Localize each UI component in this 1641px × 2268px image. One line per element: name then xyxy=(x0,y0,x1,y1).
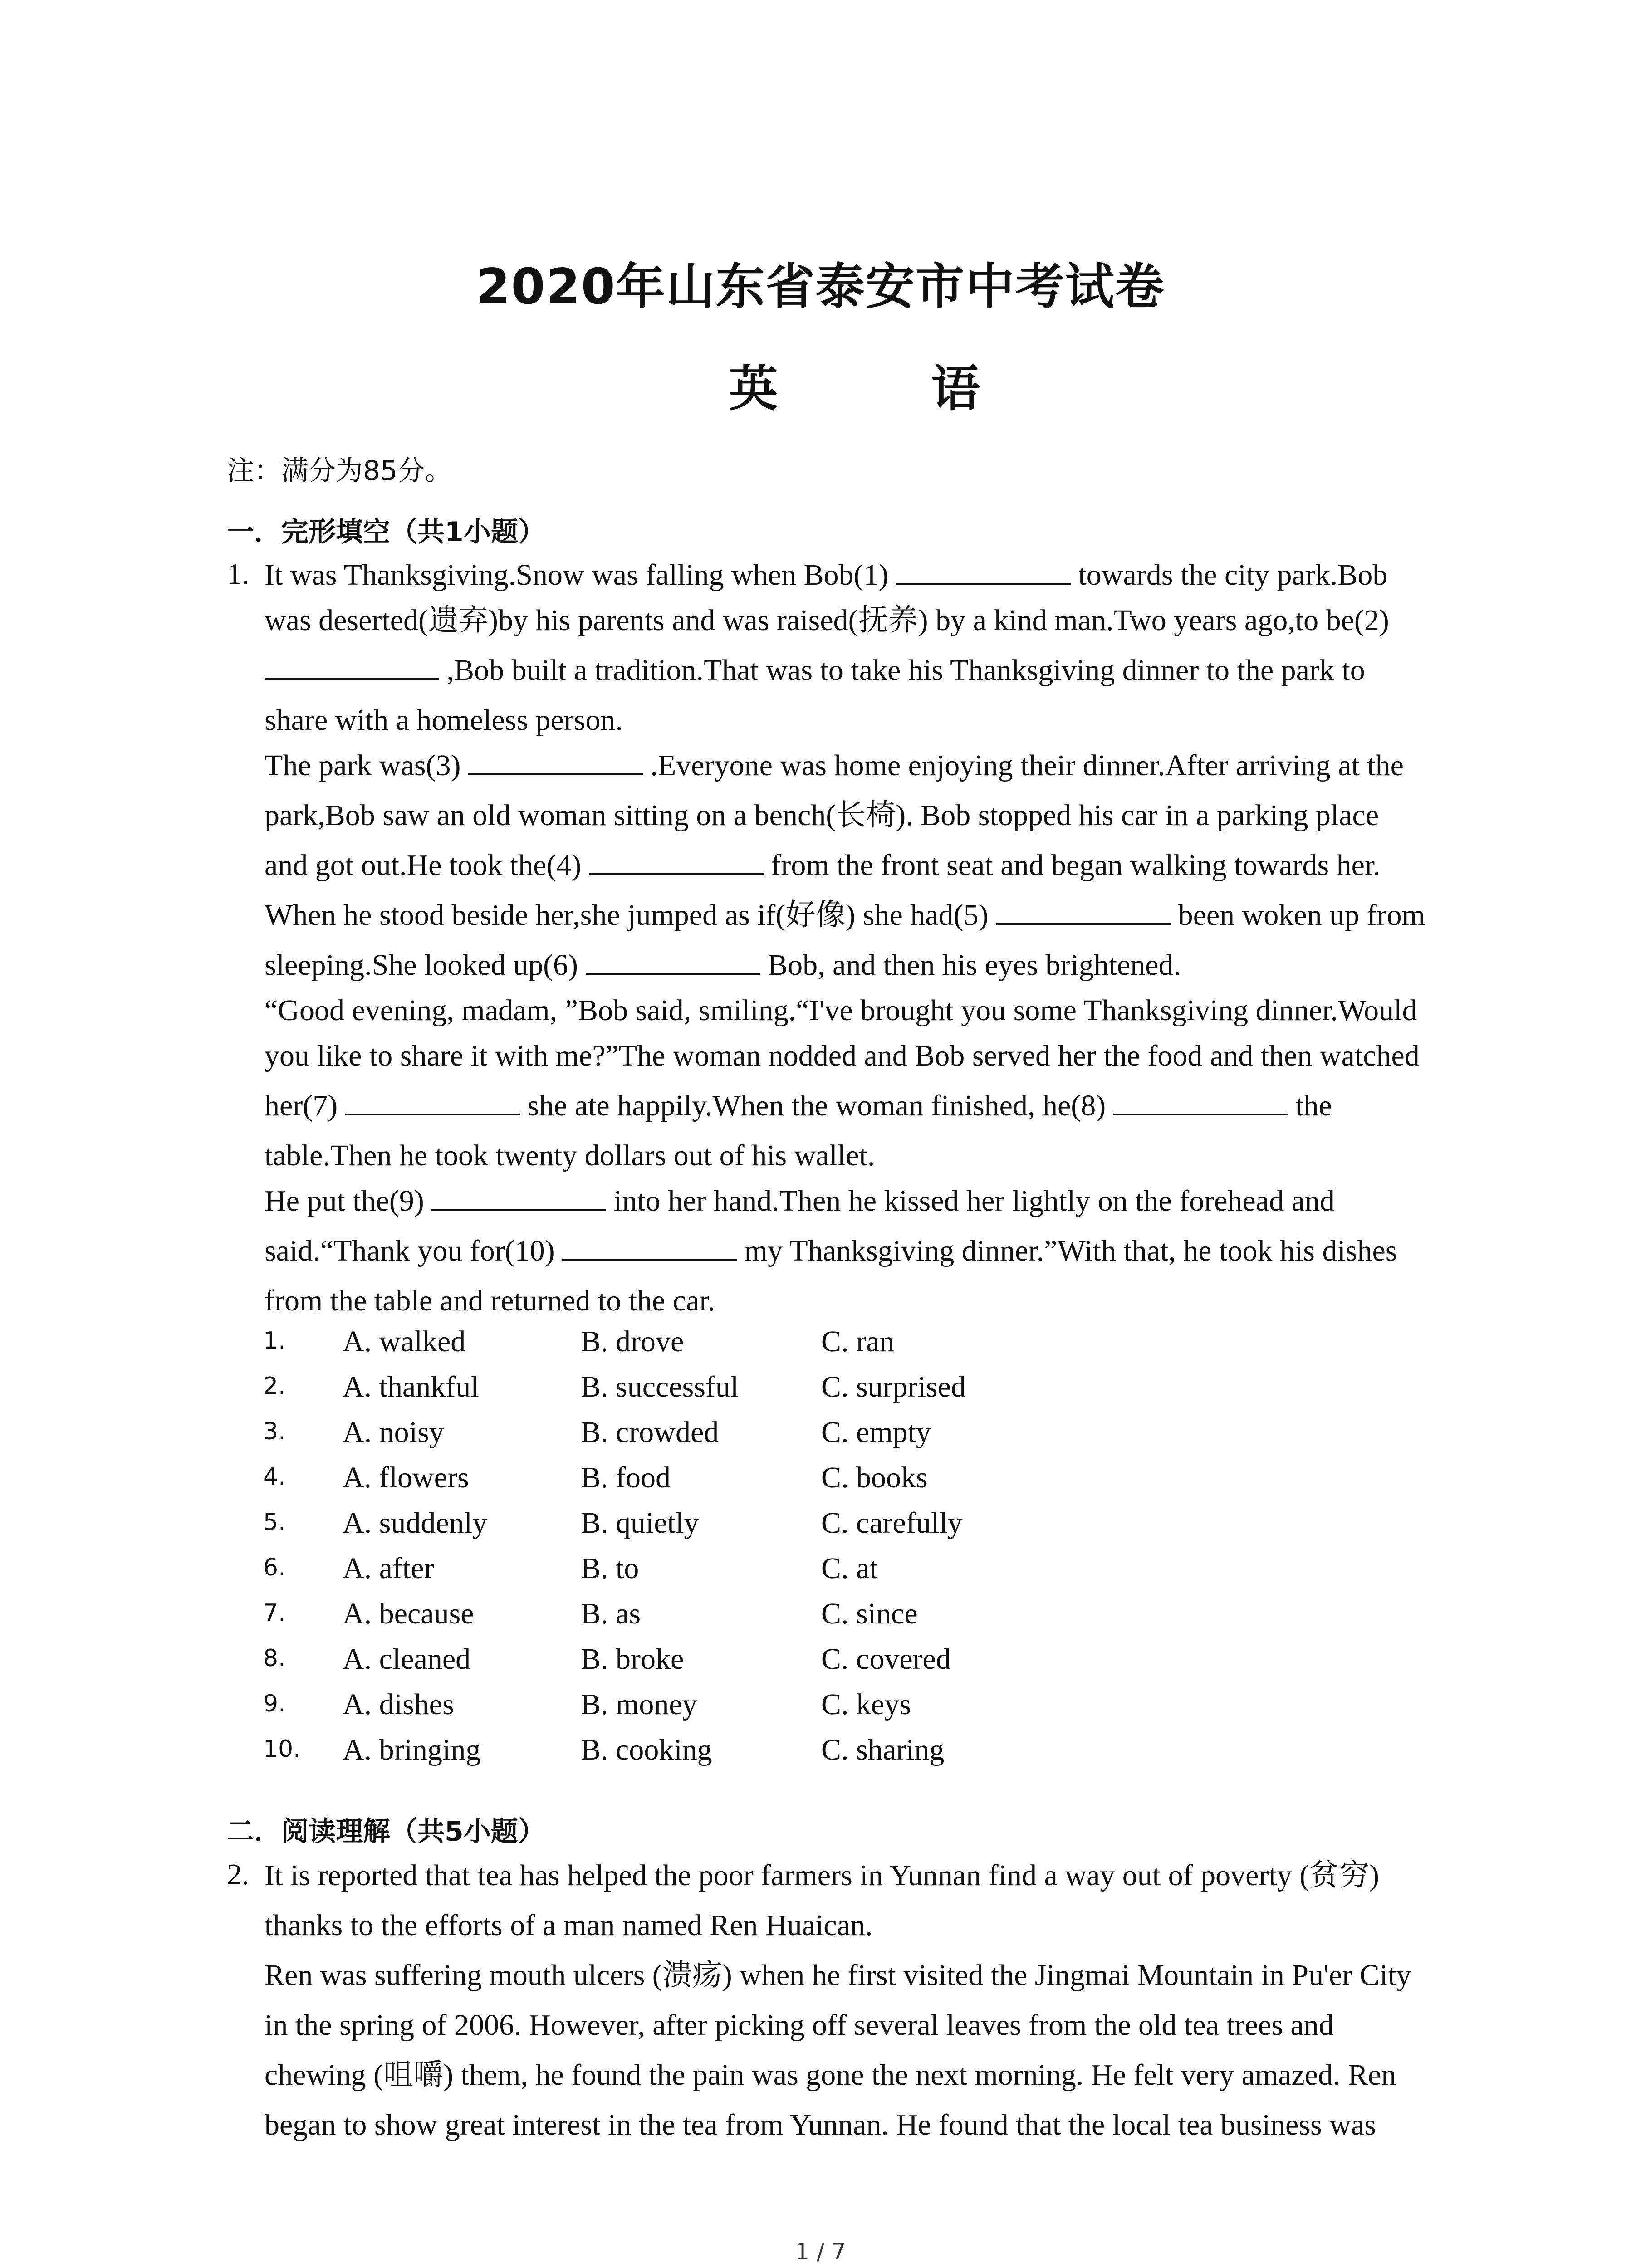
option-a[interactable]: A. thankful xyxy=(343,1370,479,1403)
option-a[interactable]: A. because xyxy=(343,1597,474,1630)
answer-blank[interactable] xyxy=(345,1087,520,1115)
option-number: 8. xyxy=(263,1645,286,1672)
passage-text: into her hand.Then he kissed her lightly on the forehead and xyxy=(606,1184,1335,1217)
passage-line xyxy=(265,1081,1453,1131)
passage-text: said.“Thank you for(10) xyxy=(265,1234,563,1267)
passage-line xyxy=(265,1901,1453,1950)
passage-line xyxy=(265,1131,1453,1176)
option-b[interactable]: B. food xyxy=(581,1461,671,1494)
option-number: 6. xyxy=(263,1554,286,1581)
answer-blank[interactable] xyxy=(996,897,1171,925)
option-c[interactable]: C. covered xyxy=(821,1642,951,1676)
passage-line xyxy=(265,695,1453,741)
passage-text: she ate happily.When the woman finished, he(8) xyxy=(519,1089,1113,1122)
option-a[interactable]: A. cleaned xyxy=(343,1642,471,1676)
passage-line xyxy=(265,645,1453,695)
option-b[interactable]: B. crowded xyxy=(581,1416,719,1449)
passage-line xyxy=(265,741,1453,791)
passage-line xyxy=(265,1031,1453,1081)
answer-blank[interactable] xyxy=(586,947,760,975)
answer-blank[interactable] xyxy=(265,652,439,680)
passage-text: from the table and returned to the car. xyxy=(265,1284,715,1317)
passage-line xyxy=(265,596,1453,645)
option-number: 10. xyxy=(263,1735,301,1763)
option-a[interactable]: A. walked xyxy=(343,1325,466,1358)
passage-text: Ren was suffering mouth ulcers (溃疡) when he first visited the Jingmai Mountain in Pu'er City xyxy=(265,1959,1411,1992)
passage-text: thanks to the efforts of a man named Ren Huaican. xyxy=(265,1909,873,1942)
passage-line xyxy=(265,2050,1453,2100)
section-heading-cloze: 一．完形填空（共1小题） xyxy=(227,516,545,548)
passage-line xyxy=(265,1950,1453,2000)
option-b[interactable]: B. broke xyxy=(581,1642,684,1676)
passage-text: ,Bob built a tradition.That was to take his Thanksgiving dinner to the park to xyxy=(439,654,1365,687)
exam-title: 2020年山东省泰安市中考试卷 xyxy=(476,259,1165,315)
option-number: 4. xyxy=(263,1463,286,1491)
answer-blank[interactable] xyxy=(1113,1087,1288,1115)
passage-text: table.Then he took twenty dollars out of his wallet. xyxy=(265,1139,875,1172)
passage-line xyxy=(265,1226,1453,1276)
passage-text: been woken up from xyxy=(1171,899,1425,932)
option-b[interactable]: B. money xyxy=(581,1688,697,1721)
passage-text: It was Thanksgiving.Snow was falling when Bob(1) xyxy=(265,558,896,591)
passage-text: my Thanksgiving dinner.”With that, he took his dishes xyxy=(737,1234,1397,1267)
option-number: 9. xyxy=(263,1690,286,1717)
passage-line xyxy=(265,1276,1453,1321)
passage-line xyxy=(265,1176,1453,1226)
option-a[interactable]: A. dishes xyxy=(343,1688,454,1721)
passage-text: The park was(3) xyxy=(265,749,468,782)
passage-line xyxy=(265,940,1453,986)
option-number: 5. xyxy=(263,1509,286,1536)
passage-line xyxy=(265,2000,1453,2050)
passage-text: from the front seat and began walking towards her. xyxy=(763,849,1381,882)
option-b[interactable]: B. to xyxy=(581,1552,639,1585)
option-number: 3. xyxy=(263,1418,286,1445)
passage-text: began to show great interest in the tea from Yunnan. He found that the local tea business was xyxy=(265,2108,1376,2141)
answer-blank[interactable] xyxy=(431,1183,606,1211)
subject-title: 英 语 xyxy=(729,361,1048,417)
passage-text: towards the city park.Bob xyxy=(1070,558,1388,591)
option-c[interactable]: C. books xyxy=(821,1461,928,1494)
passage-line xyxy=(265,2100,1453,2150)
passage-text: her(7) xyxy=(265,1089,345,1122)
passage-line xyxy=(265,890,1453,940)
passage-line xyxy=(265,791,1453,841)
passage-text: was deserted(遗弃)by his parents and was raised(抚养) by a kind man.Two years ago,to be(2) xyxy=(265,604,1389,637)
page-number: 1 / 7 xyxy=(795,2239,846,2265)
option-b[interactable]: B. cooking xyxy=(581,1733,712,1766)
option-a[interactable]: A. suddenly xyxy=(343,1506,487,1540)
passage-text: in the spring of 2006. However, after picking off several leaves from the old tea trees and xyxy=(265,2009,1334,2042)
option-b[interactable]: B. quietly xyxy=(581,1506,699,1540)
answer-blank[interactable] xyxy=(562,1232,737,1261)
passage-text: sleeping.She looked up(6) xyxy=(265,948,586,982)
passage-text: “Good evening, madam, ”Bob said, smiling.“I've brought you some Thanksgiving dinner.Would xyxy=(265,994,1417,1027)
option-number: 1. xyxy=(263,1327,286,1354)
passage-text: and got out.He took the(4) xyxy=(265,849,589,882)
passage-line xyxy=(265,550,1453,596)
answer-blank[interactable] xyxy=(589,847,764,875)
passage-text: When he stood beside her,she jumped as if(好像) she had(5) xyxy=(265,899,996,932)
option-a[interactable]: A. after xyxy=(343,1552,434,1585)
passage-text: share with a homeless person. xyxy=(265,704,623,737)
answer-blank[interactable] xyxy=(896,557,1071,585)
option-a[interactable]: A. bringing xyxy=(343,1733,481,1766)
passage-text: He put the(9) xyxy=(265,1184,432,1217)
passage-text: It is reported that tea has helped the poor farmers in Yunnan find a way out of poverty (贫穷) xyxy=(265,1859,1380,1892)
option-b[interactable]: B. as xyxy=(581,1597,641,1630)
option-c[interactable]: C. keys xyxy=(821,1688,911,1721)
option-a[interactable]: A. flowers xyxy=(343,1461,469,1494)
question-number: 1. xyxy=(227,557,250,591)
option-c[interactable]: C. surprised xyxy=(821,1370,966,1403)
passage-text: chewing (咀嚼) them, he found the pain was gone the next morning. He felt very amazed. Ren xyxy=(265,2058,1396,2092)
passage-text: Bob, and then his eyes brightened. xyxy=(760,948,1181,982)
section-heading-reading: 二．阅读理解（共5小题） xyxy=(227,1816,545,1848)
option-c[interactable]: C. ran xyxy=(821,1325,895,1358)
cloze-passage xyxy=(265,550,1453,1321)
option-c[interactable]: C. since xyxy=(821,1597,918,1630)
passage-line xyxy=(265,841,1453,890)
score-note: 注：满分为85分。 xyxy=(227,455,452,487)
option-c[interactable]: C. sharing xyxy=(821,1733,945,1766)
option-b[interactable]: B. successful xyxy=(581,1370,739,1403)
passage-text: .Everyone was home enjoying their dinner.After arriving at the xyxy=(642,749,1404,782)
option-number: 2. xyxy=(263,1373,286,1400)
passage-text: the xyxy=(1288,1089,1332,1122)
passage-line xyxy=(265,986,1453,1031)
passage-line xyxy=(265,1851,1453,1901)
passage-text: you like to share it with me?”The woman nodded and Bob served her the food and then watched xyxy=(265,1039,1420,1072)
option-b[interactable]: B. drove xyxy=(581,1325,684,1358)
option-c[interactable]: C. empty xyxy=(821,1416,931,1449)
reading-passage xyxy=(265,1851,1453,2150)
option-number: 7. xyxy=(263,1599,286,1627)
answer-blank[interactable] xyxy=(468,747,643,775)
option-c[interactable]: C. carefully xyxy=(821,1506,963,1540)
question-number: 2. xyxy=(227,1858,250,1891)
option-a[interactable]: A. noisy xyxy=(343,1416,444,1449)
option-c[interactable]: C. at xyxy=(821,1552,878,1585)
passage-text: park,Bob saw an old woman sitting on a bench(长椅). Bob stopped his car in a parking place xyxy=(265,799,1379,832)
